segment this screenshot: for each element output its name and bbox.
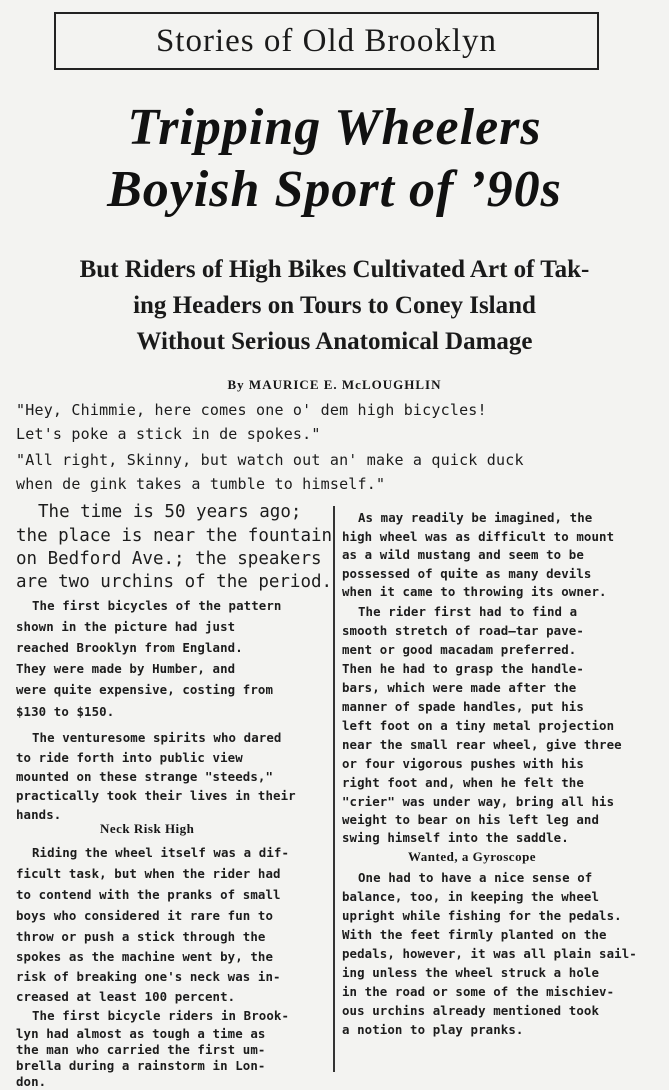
paragraph-line: The rider first had to find a [358,604,578,619]
lead-line: on Bedford Ave.; the speakers [16,549,322,569]
paragraph-line: in the road or some of the mischiev- [342,984,615,999]
paragraph-line: lyn had almost as tough a time as [16,1026,266,1041]
paragraph-line: bars, which were made after the [342,680,577,695]
paragraph-line: spokes as the machine went by, the [16,949,274,964]
column-header-title: Stories of Old Brooklyn [155,22,498,59]
paragraph-line: practically took their lives in their [16,788,296,803]
paragraph-line: risk of breaking one's neck was in- [16,969,281,984]
paragraph-line: Riding the wheel itself was a dif- [32,845,290,860]
intro-line: "Hey, Chimmie, here comes one o' dem high bicycles! [16,401,487,419]
paragraph-line: upright while fishing for the pedals. [342,908,622,923]
paragraph-line: right foot and, when he felt the [342,775,584,790]
paragraph-line: or four vigorous pushes with his [342,756,584,771]
paragraph-line: left foot on a tiny metal projection [342,718,615,733]
paragraph-line: $130 to $150. [16,704,115,719]
paragraph-line: to ride forth into public view [16,750,243,765]
paragraph-line: The venturesome spirits who dared [32,730,282,745]
lead-line: are two urchins of the period. [16,572,333,592]
intro-line: "All right, Skinny, but watch out an' make a quick duck [16,451,524,469]
intro-line: Let's poke a stick in de spokes." [16,425,321,443]
paragraph-line: ing unless the wheel struck a hole [342,965,600,980]
paragraph-line: to contend with the pranks of small [16,887,281,902]
headline-line-2: Boyish Sport of ’90s [107,161,562,218]
paragraph-line: smooth stretch of road—tar pave- [342,623,584,638]
paragraph-line: don. [16,1074,47,1089]
column-header-box [54,12,599,70]
column-divider [333,506,335,1072]
paragraph-line: They were made by Humber, and [16,661,236,676]
paragraph-line: balance, too, in keeping the wheel [342,889,600,904]
paragraph-line: possessed of quite as many devils [342,566,592,581]
paragraph-line: ficult task, but when the rider had [16,866,281,881]
lead-line: The time is 50 years ago; [38,502,302,522]
paragraph-line: when it came to throwing its owner. [342,584,607,599]
paragraph-line: reached Brooklyn from England. [16,640,243,655]
section-subtitle: Neck Risk High [100,821,195,836]
paragraph-line: Then he had to grasp the handle- [342,661,584,676]
paragraph-line: brella during a rainstorm in Lon- [16,1058,266,1073]
lead-line: the place is near the fountain [16,526,333,546]
paragraph-line: boys who considered it rare fun to [16,908,274,923]
paragraph-line: high wheel was as difficult to mount [342,529,615,544]
headline-line-1: Tripping Wheelers [127,99,542,156]
paragraph-line: One had to have a nice sense of [358,870,593,885]
subhead-line-3: Without Serious Anatomical Damage [136,328,533,355]
paragraph-line: manner of spade handles, put his [342,699,584,714]
paragraph-line: The first bicycles of the pattern [32,598,282,613]
paragraph-line: weight to bear on his left leg and [342,812,600,827]
paragraph-line: pedals, however, it was all plain sail- [342,946,637,961]
paragraph-line: "crier" was under way, bring all his [342,794,615,809]
subhead-line-2: ing Headers on Tours to Coney Island [133,292,536,319]
paragraph-line: mounted on these strange "steeds," [16,769,274,784]
section-subtitle: Wanted, a Gyroscope [408,849,537,864]
paragraph-line: the man who carried the first um- [16,1042,266,1057]
paragraph-line: ment or good macadam preferred. [342,642,577,657]
paragraph-line: hands. [16,807,62,822]
paragraph-line: as a wild mustang and seem to be [342,547,584,562]
intro-line: when de gink takes a tumble to himself." [16,475,386,493]
paragraph-line: ous urchins already mentioned took [342,1003,600,1018]
paragraph-line: swing himself into the saddle. [342,830,569,845]
paragraph-line: a notion to play pranks. [342,1022,524,1037]
paragraph-line: throw or push a stick through the [16,929,266,944]
byline: By MAURICE E. McLOUGHLIN [227,377,442,392]
paragraph-line: shown in the picture had just [16,619,236,634]
subhead-line-1: But Riders of High Bikes Cultivated Art of Tak- [79,256,590,283]
paragraph-line: With the feet firmly planted on the [342,927,607,942]
paragraph-line: The first bicycle riders in Brook- [32,1008,290,1023]
paragraph-line: near the small rear wheel, give three [342,737,622,752]
paragraph-line: As may readily be imagined, the [358,510,593,525]
paragraph-line: creased at least 100 percent. [16,989,236,1004]
paragraph-line: were quite expensive, costing from [16,682,274,697]
